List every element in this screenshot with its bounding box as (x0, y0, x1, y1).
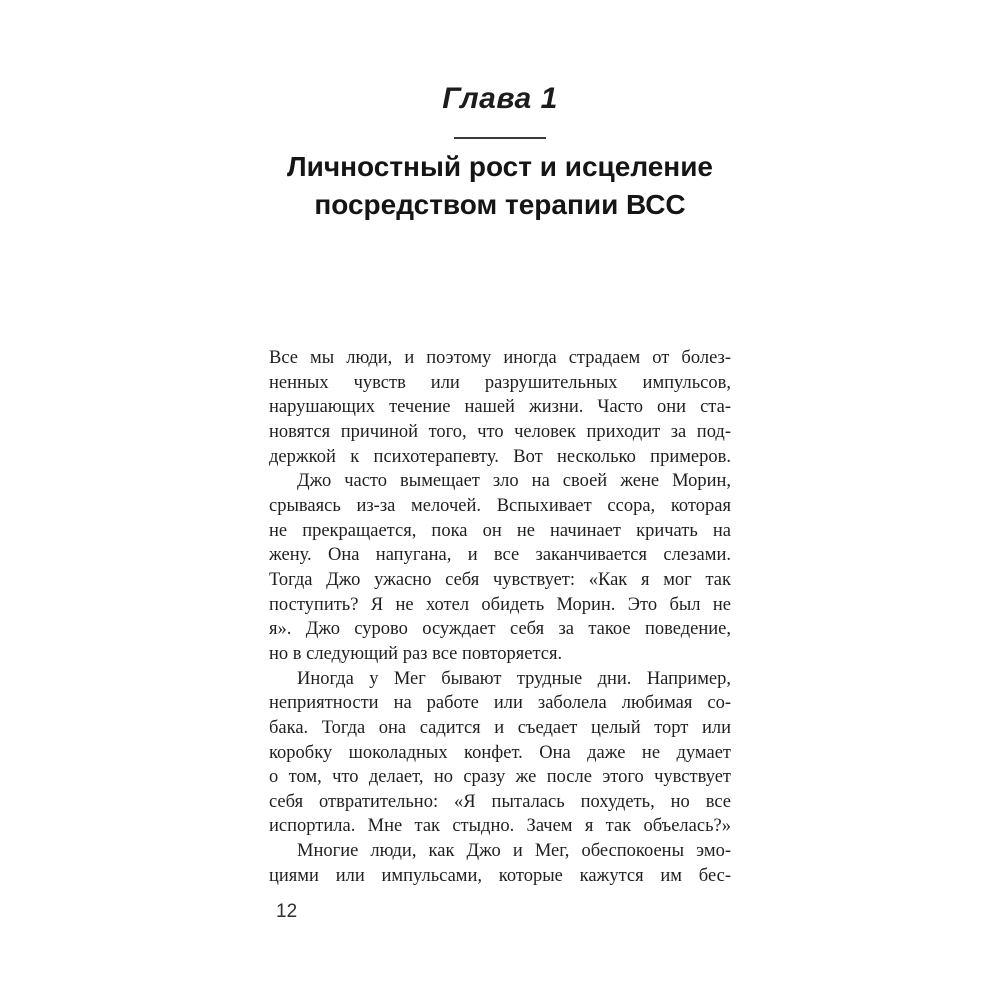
chapter-label: Глава 1 (442, 82, 558, 115)
text-line: Тогда Джо ужасно себя чувствует: «Как я мог так (269, 569, 731, 590)
text-line: не прекращается, пока он не начинает кричать на (269, 520, 731, 541)
paragraph (269, 346, 731, 469)
text-line: себя отвратительно: «Я пыталась похудеть, но все (269, 791, 731, 812)
page-number: 12 (276, 901, 298, 922)
text-line: о том, что делает, но сразу же после этого чувствует (269, 767, 731, 788)
chapter-title-line-1: Личностный рост и исцеление (286, 151, 713, 182)
text-line: неприятности на работе или заболела любимая со- (269, 693, 731, 714)
paragraph (269, 667, 731, 840)
text-line: коробку шоколадных конфет. Она даже не думает (269, 742, 731, 763)
text-line: жену. Она напугана, и все заканчивается слезами. (269, 545, 731, 566)
chapter-title-line-2: посредством терапии ВСС (314, 189, 686, 220)
chapter-divider-rule (454, 137, 546, 139)
text-line: но в следующий раз все повторяется. (269, 643, 563, 664)
paragraph (269, 839, 731, 888)
text-line: Многие люди, как Джо и Мег, обеспокоены эмо- (297, 841, 731, 862)
text-line: новятся причиной того, что человек приходит за под- (269, 421, 731, 442)
page-body (269, 346, 731, 888)
text-line: срываясь из-за мелочей. Вспыхивает ссора, которая (269, 495, 731, 516)
text-line: я». Джо сурово осуждает себя за такое поведение, (269, 619, 731, 640)
text-line: нарушающих течение нашей жизни. Часто они ста- (269, 397, 731, 418)
text-line: испортила. Мне так стыдно. Зачем я так объелась?» (269, 816, 731, 837)
paragraph (269, 469, 731, 666)
text-line: поступить? Я не хотел обидеть Морин. Это был не (269, 594, 731, 615)
chapter-title (0, 148, 1000, 224)
text-line: Джо часто вымещает зло на своей жене Морин, (297, 471, 731, 492)
text-line: держкой к психотерапевту. Вот несколько примеров. (269, 446, 731, 467)
text-line: Иногда у Мег бывают трудные дни. Например, (297, 668, 731, 689)
text-line: бака. Тогда она садится и съедает целый торт или (269, 717, 731, 738)
text-line: ненных чувств или разрушительных импульсов, (269, 372, 731, 393)
text-line: циями или импульсами, которые кажутся им бес- (269, 865, 731, 886)
text-line: Все мы люди, и поэтому иногда страдаем от болез- (269, 348, 731, 368)
